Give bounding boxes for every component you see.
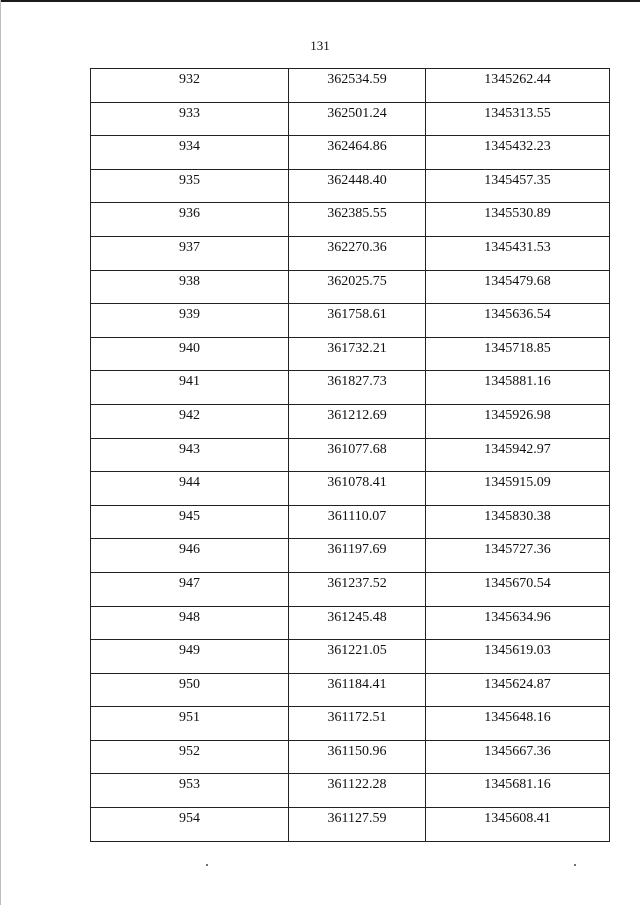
coordinates-table <box>90 68 610 842</box>
y-coordinate-cell: 1345636.54 <box>426 304 610 338</box>
scan-edge-left <box>0 0 1 905</box>
point-number-cell: 943 <box>91 438 289 472</box>
point-number-cell: 936 <box>91 203 289 237</box>
x-coordinate-cell: 361184.41 <box>289 673 426 707</box>
x-coordinate-cell: 361110.07 <box>289 505 426 539</box>
x-coordinate-cell: 361758.61 <box>289 304 426 338</box>
x-coordinate-cell: 362464.86 <box>289 136 426 170</box>
y-coordinate-cell: 1345718.85 <box>426 337 610 371</box>
table-body <box>91 69 610 842</box>
point-number-cell: 951 <box>91 707 289 741</box>
scan-speck <box>206 864 208 866</box>
table-row <box>91 572 610 606</box>
table-row <box>91 438 610 472</box>
y-coordinate-cell: 1345926.98 <box>426 404 610 438</box>
table-row <box>91 371 610 405</box>
point-number-cell: 934 <box>91 136 289 170</box>
table-row <box>91 69 610 103</box>
table-row <box>91 740 610 774</box>
x-coordinate-cell: 361197.69 <box>289 539 426 573</box>
table-row <box>91 304 610 338</box>
x-coordinate-cell: 361237.52 <box>289 572 426 606</box>
x-coordinate-cell: 361077.68 <box>289 438 426 472</box>
page-number: 131 <box>310 38 330 53</box>
point-number-cell: 947 <box>91 572 289 606</box>
y-coordinate-cell: 1345915.09 <box>426 472 610 506</box>
table-row <box>91 404 610 438</box>
x-coordinate-cell: 361732.21 <box>289 337 426 371</box>
y-coordinate-cell: 1345262.44 <box>426 69 610 103</box>
x-coordinate-cell: 362385.55 <box>289 203 426 237</box>
x-coordinate-cell: 361221.05 <box>289 640 426 674</box>
table-row <box>91 472 610 506</box>
table-row <box>91 673 610 707</box>
table-row <box>91 337 610 371</box>
table-row <box>91 539 610 573</box>
y-coordinate-cell: 1345431.53 <box>426 236 610 270</box>
point-number-cell: 942 <box>91 404 289 438</box>
point-number-cell: 945 <box>91 505 289 539</box>
table-row <box>91 640 610 674</box>
point-number-cell: 944 <box>91 472 289 506</box>
y-coordinate-cell: 1345530.89 <box>426 203 610 237</box>
table-row <box>91 102 610 136</box>
x-coordinate-cell: 361827.73 <box>289 371 426 405</box>
x-coordinate-cell: 361122.28 <box>289 774 426 808</box>
y-coordinate-cell: 1345457.35 <box>426 169 610 203</box>
table-row <box>91 505 610 539</box>
x-coordinate-cell: 361078.41 <box>289 472 426 506</box>
y-coordinate-cell: 1345942.97 <box>426 438 610 472</box>
x-coordinate-cell: 362501.24 <box>289 102 426 136</box>
table-row <box>91 606 610 640</box>
point-number-cell: 940 <box>91 337 289 371</box>
point-number-cell: 949 <box>91 640 289 674</box>
x-coordinate-cell: 362270.36 <box>289 236 426 270</box>
point-number-cell: 950 <box>91 673 289 707</box>
y-coordinate-cell: 1345670.54 <box>426 572 610 606</box>
point-number-cell: 952 <box>91 740 289 774</box>
table-row <box>91 774 610 808</box>
point-number-cell: 948 <box>91 606 289 640</box>
y-coordinate-cell: 1345681.16 <box>426 774 610 808</box>
point-number-cell: 933 <box>91 102 289 136</box>
point-number-cell: 946 <box>91 539 289 573</box>
table-row <box>91 203 610 237</box>
table-row <box>91 236 610 270</box>
x-coordinate-cell: 361150.96 <box>289 740 426 774</box>
y-coordinate-cell: 1345881.16 <box>426 371 610 405</box>
scan-speck <box>574 864 576 866</box>
point-number-cell: 953 <box>91 774 289 808</box>
point-number-cell: 938 <box>91 270 289 304</box>
y-coordinate-cell: 1345634.96 <box>426 606 610 640</box>
y-coordinate-cell: 1345830.38 <box>426 505 610 539</box>
table-row <box>91 808 610 842</box>
x-coordinate-cell: 362448.40 <box>289 169 426 203</box>
y-coordinate-cell: 1345667.36 <box>426 740 610 774</box>
table-row <box>91 169 610 203</box>
point-number-cell: 941 <box>91 371 289 405</box>
point-number-cell: 932 <box>91 69 289 103</box>
scan-edge-top <box>0 0 640 2</box>
table-row <box>91 270 610 304</box>
x-coordinate-cell: 361245.48 <box>289 606 426 640</box>
y-coordinate-cell: 1345608.41 <box>426 808 610 842</box>
point-number-cell: 935 <box>91 169 289 203</box>
x-coordinate-cell: 361172.51 <box>289 707 426 741</box>
y-coordinate-cell: 1345619.03 <box>426 640 610 674</box>
y-coordinate-cell: 1345648.16 <box>426 707 610 741</box>
y-coordinate-cell: 1345479.68 <box>426 270 610 304</box>
y-coordinate-cell: 1345432.23 <box>426 136 610 170</box>
point-number-cell: 937 <box>91 236 289 270</box>
x-coordinate-cell: 362025.75 <box>289 270 426 304</box>
table-row <box>91 707 610 741</box>
y-coordinate-cell: 1345727.36 <box>426 539 610 573</box>
point-number-cell: 954 <box>91 808 289 842</box>
point-number-cell: 939 <box>91 304 289 338</box>
x-coordinate-cell: 361127.59 <box>289 808 426 842</box>
x-coordinate-cell: 362534.59 <box>289 69 426 103</box>
table-row <box>91 136 610 170</box>
y-coordinate-cell: 1345313.55 <box>426 102 610 136</box>
y-coordinate-cell: 1345624.87 <box>426 673 610 707</box>
x-coordinate-cell: 361212.69 <box>289 404 426 438</box>
